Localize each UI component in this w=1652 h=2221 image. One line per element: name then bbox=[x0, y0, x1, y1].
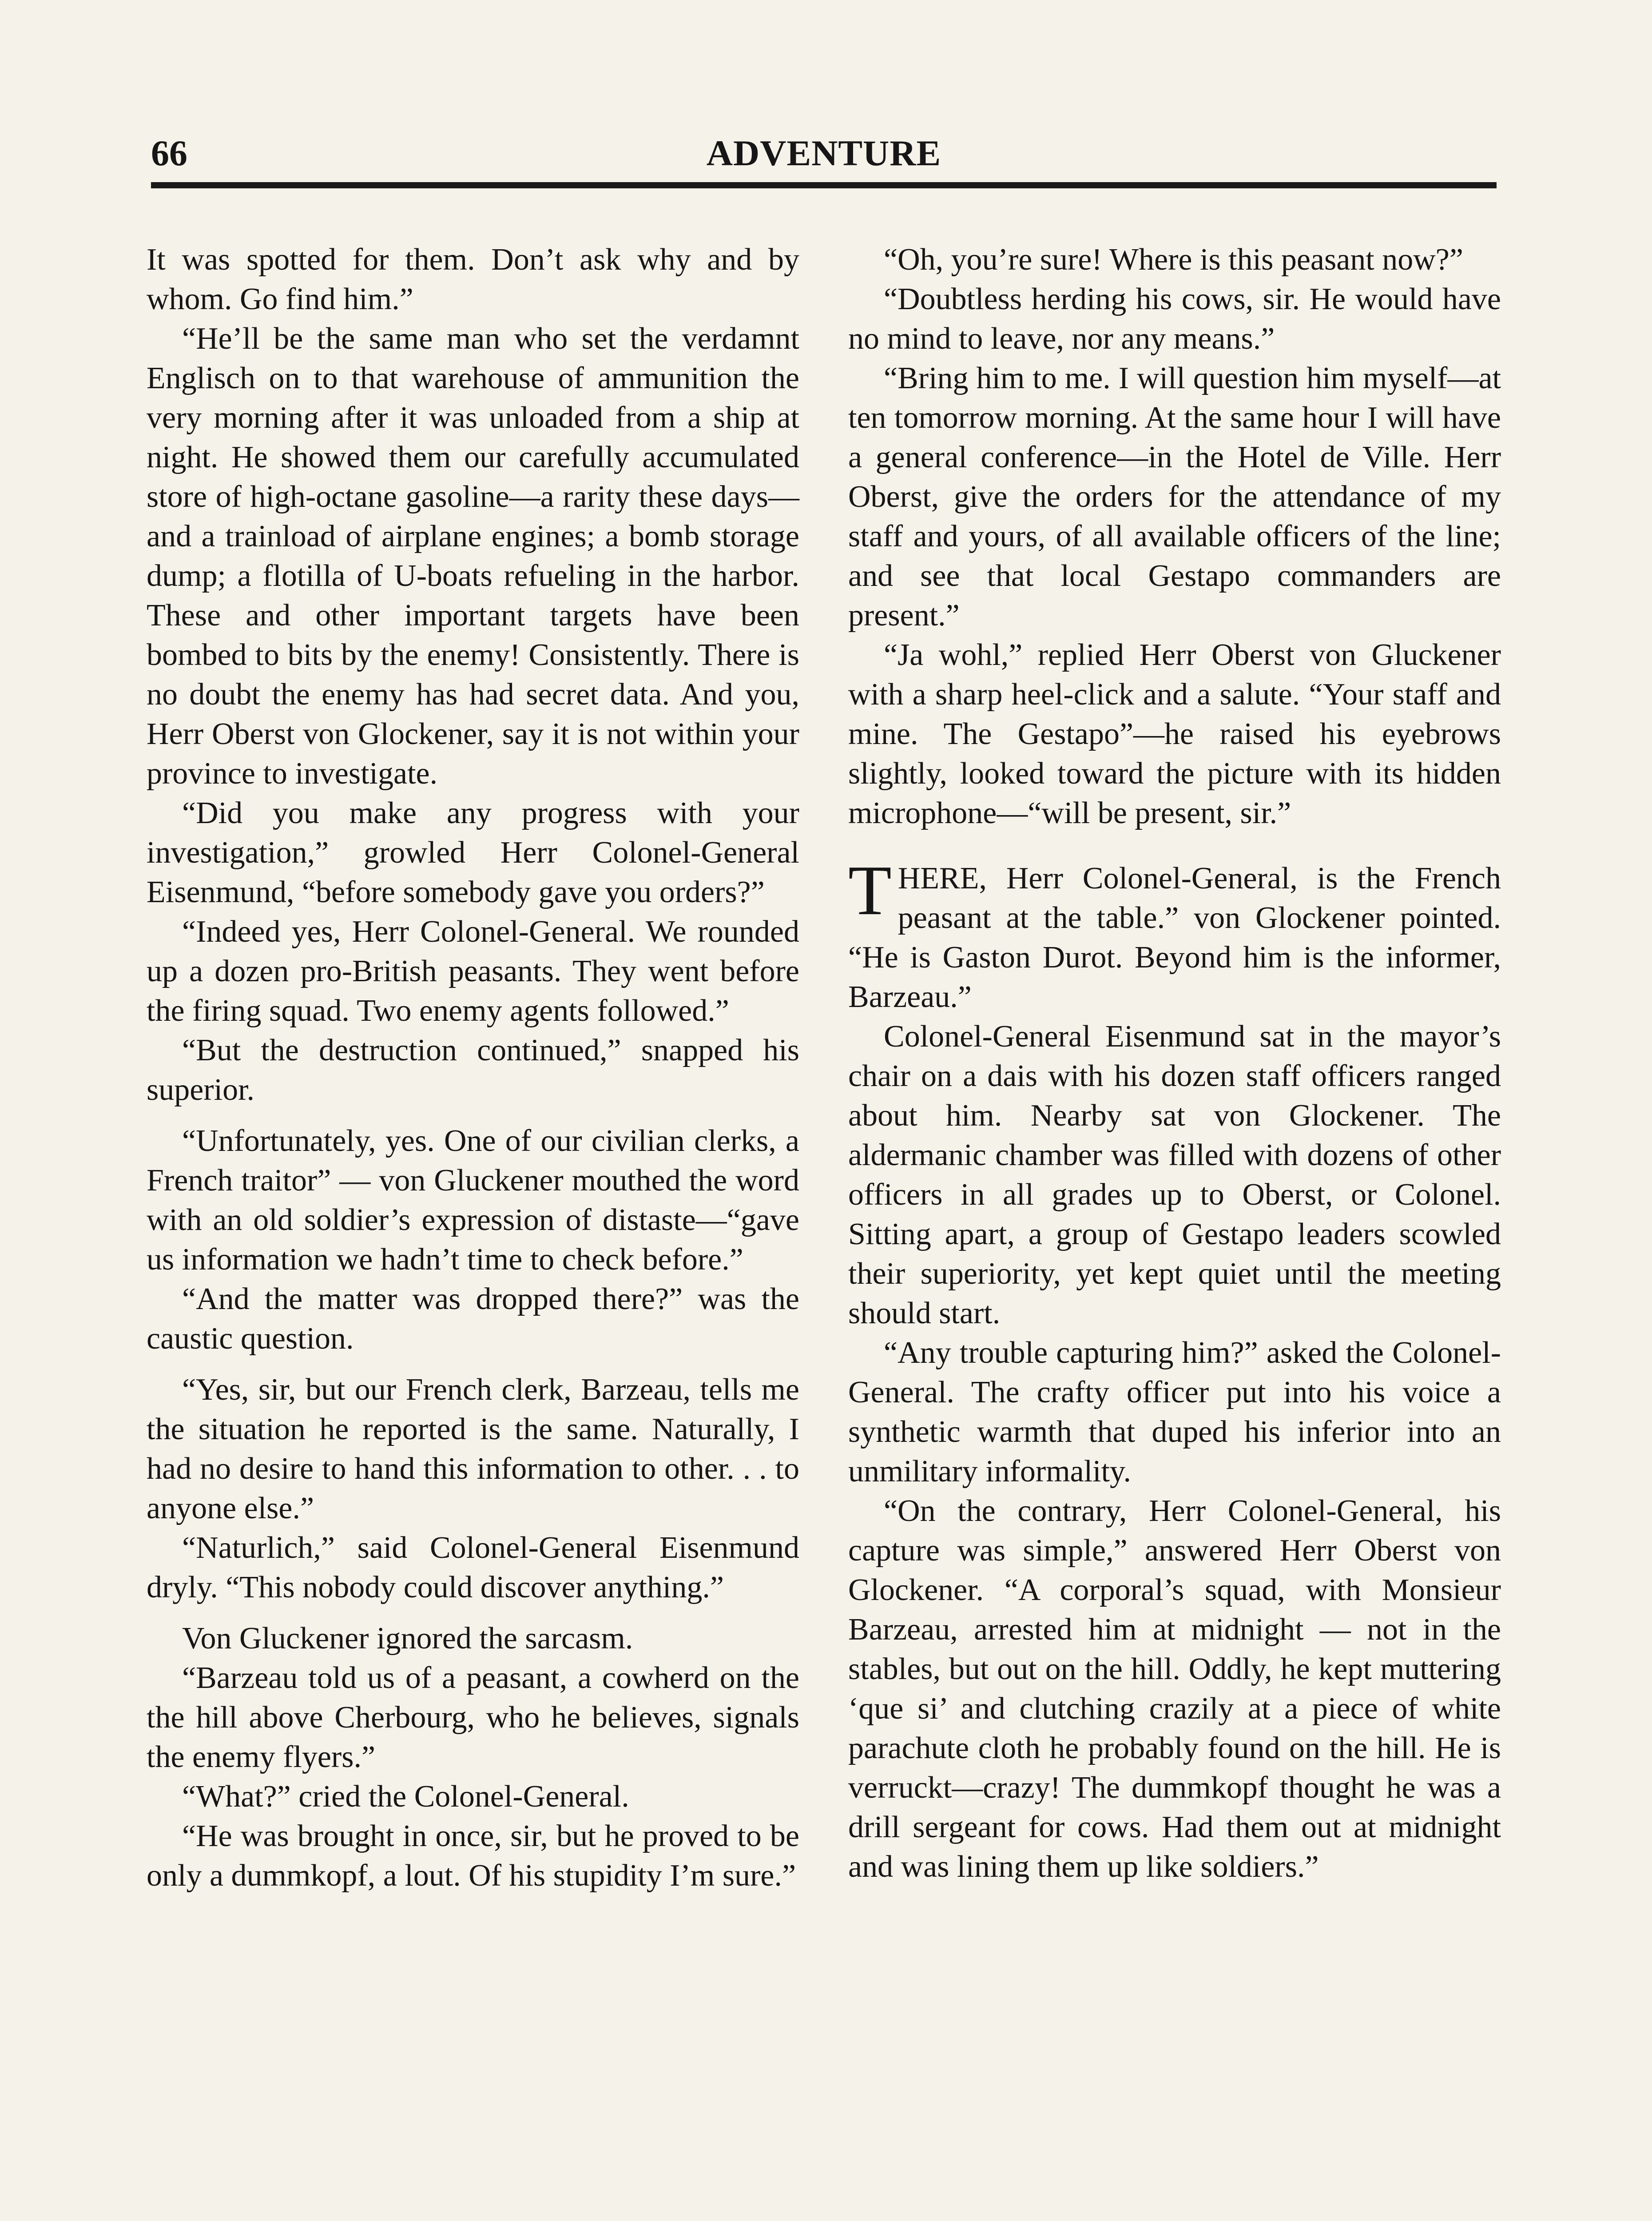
paragraph: “Any trouble capturing him?” asked the Colonel-General. The crafty officer put into his voice a synthetic warmth that duped his inferior into an unmilitary informality. bbox=[848, 1336, 1501, 1489]
paragraph: “What?” cried the Colonel-General. bbox=[182, 1779, 629, 1814]
page-header bbox=[151, 129, 1497, 178]
paragraph: “Bring him to me. I will question him myself—at ten tomorrow morning. At the same hour I will have a general conference—in the Hotel de Ville. Herr Oberst, give the orders for the attendance of my staff and yours, of all available officers of the line; and see that local Gestapo commanders are present.” bbox=[848, 361, 1501, 633]
paragraph: “Indeed yes, Herr Colonel-General. We rounded up a dozen pro-British peasants. They went before the firing squad. Two enemy agents followed.” bbox=[147, 915, 799, 1028]
paragraph: “On the contrary, Herr Colonel-General, his capture was simple,” answered Herr Oberst von Glockener. “A corporal’s squad, with Monsieur Barzeau, arrested him at midnight — not in the stables, but out on the hill. Oddly, he kept muttering ‘que si’ and clutching crazily at a piece of white parachute cloth he probably found on the hill. He is verruckt—crazy! The dummkopf thought he was a drill sergeant for cows. Had them out at midnight and was lining them up like soldiers.” bbox=[848, 1494, 1501, 1884]
paragraph: “He’ll be the same man who set the verdamnt Englisch on to that warehouse of ammunition the very morning after it was unloaded from a ship at night. He showed them our carefully accumulated store of high-octane gasoline—a rarity these days—and a trainload of airplane engines; a bomb storage dump; a flotilla of U-boats refueling in the harbor. These and other important targets have been bombed to bits by the enemy! Consistently. There is no doubt the enemy has had secret data. And you, Herr Oberst von Glockener, say it is not within your province to investigate. bbox=[147, 322, 799, 791]
paragraph: “Yes, sir, but our French clerk, Barzeau, tells me the situation he reported is the same. Naturally, I had no desire to hand this information to other. . . to anyone else.” bbox=[147, 1373, 799, 1525]
paragraph: It was spotted for them. Don’t ask why and by whom. Go find him.” bbox=[147, 243, 799, 316]
paragraph: “Oh, you’re sure! Where is this peasant now?” bbox=[884, 243, 1463, 277]
paragraph: “Doubtless herding his cows, sir. He would have no mind to leave, nor any means.” bbox=[848, 282, 1501, 356]
paragraph: “And the matter was dropped there?” was the caustic question. bbox=[147, 1282, 799, 1356]
left-column bbox=[147, 240, 799, 1895]
paragraph: Von Gluckener ignored the sarcasm. bbox=[182, 1621, 633, 1656]
right-column bbox=[848, 240, 1501, 1887]
header-rule bbox=[151, 182, 1497, 188]
paragraph: “Did you make any progress with your investigation,” growled Herr Colonel-General Eisenmund, “before somebody gave you orders?” bbox=[147, 796, 799, 909]
page-number: 66 bbox=[151, 133, 187, 173]
paragraph: “Naturlich,” said Colonel-General Eisenmund dryly. “This nobody could discover anything.” bbox=[147, 1531, 799, 1604]
running-title: ADVENTURE bbox=[706, 133, 941, 173]
section-opening-paragraph: THERE, Herr Colonel-General, is the French peasant at the table.” von Glockener pointed. “He is Gaston Durot. Beyond him is the informer, Barzeau.” bbox=[848, 851, 1501, 1014]
paragraph: Colonel-General Eisenmund sat in the mayor’s chair on a dais with his dozen staff officers ranged about him. Nearby sat von Glockener. The aldermanic chamber was filled with dozens of other officers in all grades up to Oberst, or Colonel. Sitting apart, a group of Gestapo leaders scowled their superiority, yet kept quiet until the meeting should start. bbox=[848, 1019, 1501, 1330]
paragraph: “Unfortunately, yes. One of our civilian clerks, a French traitor” — von Gluckener mouthed the word with an old soldier’s expression of distaste—“gave us information we hadn’t time to check before.” bbox=[147, 1124, 799, 1277]
paragraph: “Barzeau told us of a peasant, a cowherd on the the hill above Cherbourg, who he believes, signals the enemy flyers.” bbox=[147, 1661, 799, 1774]
paragraph: “Ja wohl,” replied Herr Oberst von Gluckener with a sharp heel-click and a salute. “Your staff and mine. The Gestapo”—he raised his eyebrows slightly, looked toward the picture with its hidden microphone—“will be present, sir.” bbox=[848, 638, 1501, 830]
paragraph: “But the destruction continued,” snapped his superior. bbox=[147, 1033, 799, 1107]
paragraph: “He was brought in once, sir, but he proved to be only a dummkopf, a lout. Of his stupidity I’m sure.” bbox=[147, 1819, 799, 1893]
